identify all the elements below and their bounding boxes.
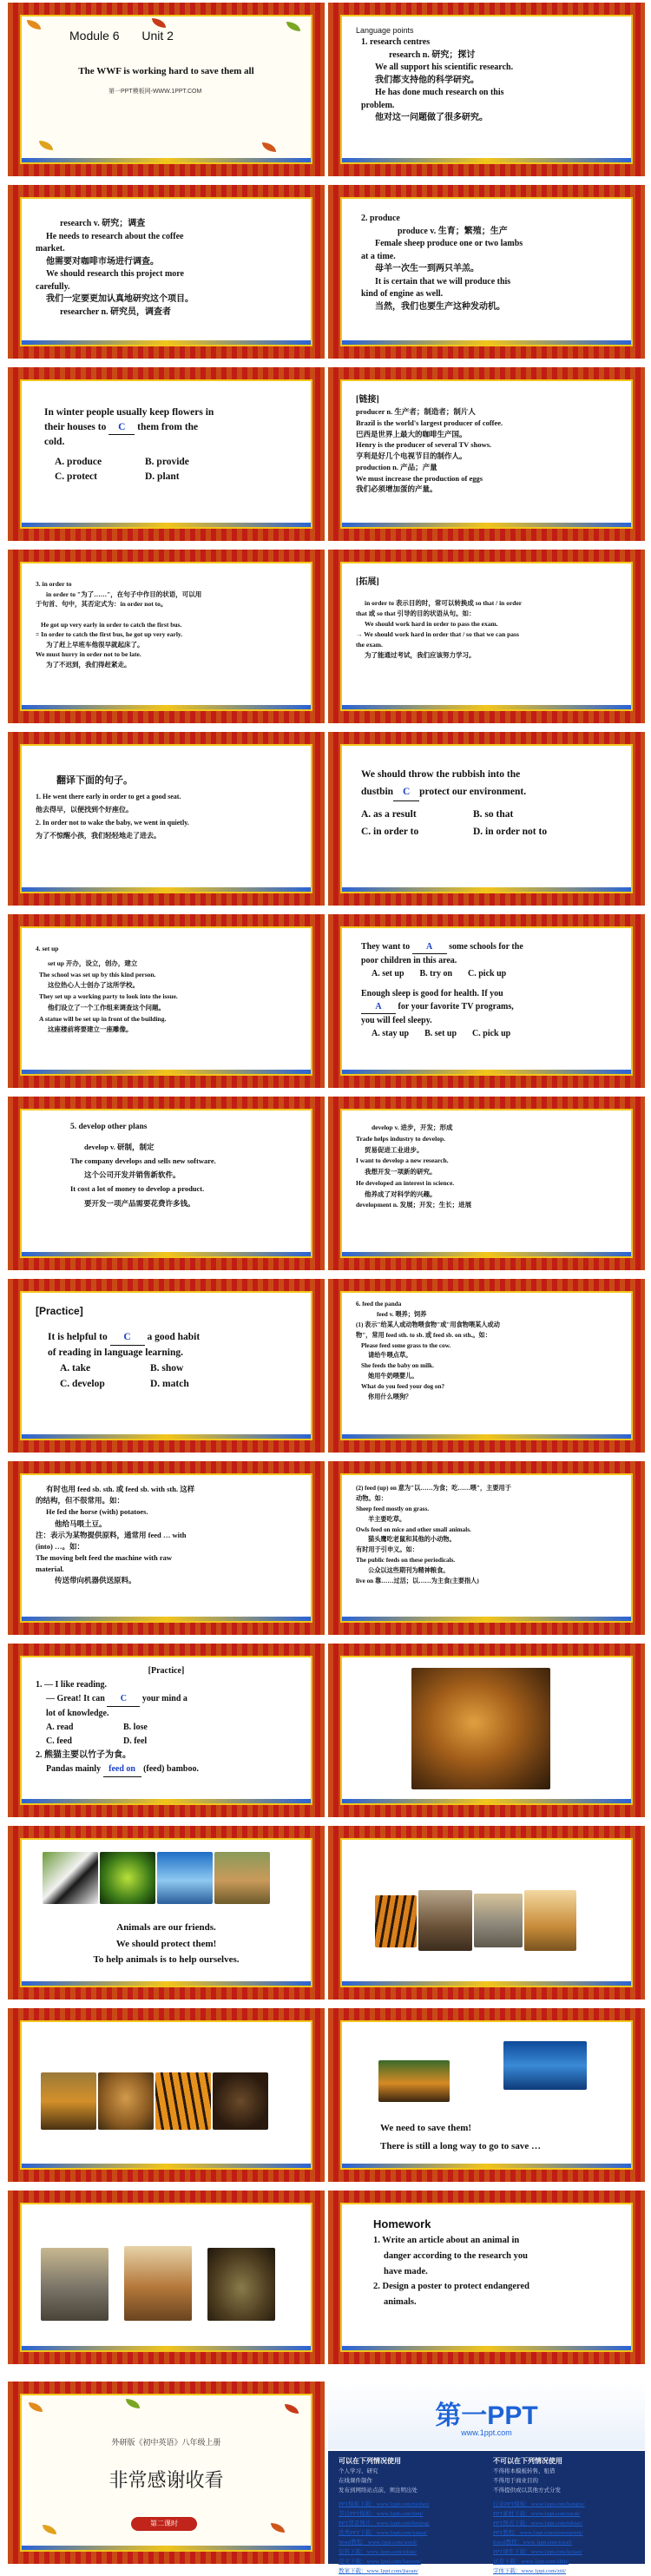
- text-line: producer n. 生产者；制造者；制片人: [356, 407, 476, 416]
- text-line: 2. In order not to wake the baby, we went in quietly.: [36, 819, 189, 827]
- answer-blank[interactable]: C: [393, 784, 419, 802]
- text-line: develop v. 进步，开发；形成: [372, 1123, 453, 1131]
- answer-blank[interactable]: A: [412, 940, 447, 954]
- slide-lion-photo[interactable]: [328, 1644, 645, 1817]
- unit-label: Unit 2: [141, 29, 174, 43]
- option-d[interactable]: D. feel: [123, 1736, 148, 1746]
- text-line: We must hurry in order not to be late.: [36, 650, 141, 659]
- color-strip: [22, 158, 311, 162]
- text-line: develop v. 研制，制定: [84, 1143, 155, 1152]
- question-text: 1. — I like reading.: [36, 1680, 108, 1690]
- leaf-icon: [39, 141, 53, 150]
- text-line: feed v. 喂养；饲养: [377, 1310, 427, 1318]
- ppt-logo[interactable]: 第一PPT: [435, 2401, 538, 2430]
- leaf-icon: [271, 2523, 285, 2533]
- options-list: [361, 967, 617, 980]
- option-c[interactable]: C. protect: [55, 471, 97, 482]
- text-line: He fed the horse (with) potatoes.: [46, 1507, 148, 1517]
- text-line: Brazil is the world's largest producer of coffee.: [356, 418, 503, 427]
- option-b[interactable]: B. set up: [424, 1029, 457, 1038]
- text-line: We must increase the production of eggs: [356, 473, 483, 483]
- elephant-photo: [474, 1894, 523, 1947]
- slide-practice-develop[interactable]: [8, 1279, 325, 1453]
- template-link[interactable]: PPT模板下载：www.1ppt.com/moban/: [339, 2501, 430, 2507]
- text-line: He needs to research about the coffee: [46, 231, 184, 241]
- option-c[interactable]: C. in order to: [361, 826, 419, 837]
- slide-develop-plans[interactable]: [8, 1097, 325, 1270]
- slide-set-up[interactable]: [8, 914, 325, 1088]
- lesson-badge: 第二课时: [131, 2517, 197, 2531]
- text-line: 于句首、句中，其否定式为：in order not to。: [36, 600, 168, 609]
- slide-translate[interactable]: [8, 732, 325, 906]
- text-line: 我们都支持他的科学研究。: [375, 75, 479, 85]
- text-line: 亨利是好几个电视节目的制作人。: [356, 451, 467, 460]
- slide-endangered-photos[interactable]: [8, 2008, 325, 2182]
- option-d[interactable]: D. in order not to: [473, 826, 548, 837]
- text-line: 我们一定要更加认真地研究这个项目。: [46, 294, 194, 304]
- text-line: 这座楼前将要建立一座雕像。: [48, 1025, 133, 1034]
- link-list-left: [339, 2500, 430, 2576]
- template-link[interactable]: 试卷下载：www.1ppt.com/shiti/: [493, 2559, 569, 2566]
- option-b[interactable]: B. provide: [145, 457, 189, 468]
- option-b[interactable]: B. show: [150, 1363, 184, 1374]
- slide-feed-on[interactable]: [328, 1461, 645, 1635]
- text-line: 他去得早，以便找到个好座位。: [36, 806, 133, 814]
- text-line: 动物。如：: [356, 1494, 387, 1502]
- option-a[interactable]: A. stay up: [372, 1029, 410, 1038]
- slide-animals-friends[interactable]: [8, 1826, 325, 2000]
- section-heading: Language points: [356, 26, 414, 35]
- option-c[interactable]: C. feed: [46, 1736, 72, 1746]
- text-line: The company develops and sells new software.: [70, 1156, 216, 1166]
- answer-blank[interactable]: C: [108, 420, 135, 436]
- text-line: 为了赶上早班车他很早就起床了。: [46, 640, 144, 649]
- section-heading: [Practice]: [148, 1666, 185, 1676]
- lions-photo: [98, 2072, 154, 2130]
- homework-item: animals.: [384, 2297, 417, 2308]
- cover-content: [20, 15, 312, 164]
- text-line: 我想开发一项新的研究。: [365, 1168, 437, 1176]
- giraffe-photo: [524, 1890, 576, 1951]
- text-line: in order to 表示目的时，常可以转换成 so that / in order: [365, 599, 523, 607]
- template-link[interactable]: PPT图表下载：www.1ppt.com/tubiao/: [493, 2520, 583, 2527]
- section-heading: Homework: [373, 2217, 431, 2230]
- text-line: 羊主要吃草。: [368, 1515, 406, 1523]
- slide-feed-structures[interactable]: [8, 1461, 325, 1635]
- slide-in-order-to[interactable]: [8, 550, 325, 723]
- question-text: A for your favorite TV programs,: [361, 1000, 617, 1014]
- point-title: 6. feed the panda: [356, 1301, 402, 1308]
- question-text: In winter people usually keep flowers in: [44, 407, 214, 418]
- template-link[interactable]: 字体下载：www.1ppt.com/ziti/: [493, 2568, 567, 2575]
- text-line: 你用什么喂狗？: [368, 1393, 412, 1400]
- homework-item: danger according to the research you: [384, 2250, 528, 2261]
- text-line: 物"，常用 feed sth. to sb. 或 feed sb. on sth.。如：: [356, 1331, 491, 1339]
- option-c[interactable]: C. pick up: [468, 969, 507, 978]
- question-text: cold.: [44, 437, 65, 448]
- antelopes-photo: [124, 2246, 192, 2321]
- template-link[interactable]: PPT课件下载：www.1ppt.com/kejian/: [493, 2549, 582, 2556]
- answer-blank[interactable]: feed on: [103, 1762, 141, 1777]
- answer-blank[interactable]: A: [361, 1000, 396, 1014]
- question-text: — Great! It can C your mind a: [36, 1692, 297, 1707]
- options-list: [361, 1027, 617, 1040]
- template-link[interactable]: 优秀PPT下载：www.1ppt.com/xiazai/: [339, 2530, 428, 2537]
- text-line: set up 开办，设立，创办，建立: [48, 959, 138, 967]
- homework-item: 1. Write an article about an animal in: [373, 2235, 520, 2245]
- disallowed-heading: 不可以在下列情况使用: [493, 2457, 562, 2465]
- module-label: Module 6: [69, 29, 120, 43]
- option-c[interactable]: C. develop: [60, 1379, 105, 1390]
- point-title: 3. in order to: [36, 580, 72, 588]
- question-text: Pandas mainly feed on (feed) bamboo.: [36, 1762, 297, 1777]
- text-line: 有时也用 feed sb. sth. 或 feed sb. with sth. 这样: [46, 1485, 195, 1493]
- ppt-url[interactable]: www.1ppt.com: [461, 2428, 512, 2437]
- text-line: He has done much research on this: [375, 88, 504, 98]
- text-line: research n. 研究；探讨: [389, 49, 476, 60]
- text-line: → We should work hard in order that / so that we can pass: [356, 630, 519, 638]
- turtle-photo: [207, 2248, 275, 2321]
- tiger-closeup-photo: [155, 2072, 211, 2130]
- tigers-photo: [41, 2072, 96, 2130]
- option-c[interactable]: C. pick up: [472, 1029, 511, 1038]
- text-line: We all support his scientific research.: [375, 63, 514, 73]
- template-link[interactable]: 资料下载：www.1ppt.com/ziliao/: [339, 2549, 418, 2556]
- dolphins-photo: [503, 2041, 587, 2090]
- point-title: 1. research centres: [361, 37, 431, 48]
- text-line: [36, 609, 297, 620]
- template-link[interactable]: 节日PPT模板：www.1ppt.com/jieri/: [339, 2511, 424, 2518]
- option-a[interactable]: A. produce: [55, 457, 102, 468]
- question-text: 2. 熊猫主要以竹子为食。: [36, 1750, 131, 1760]
- slide-practice-feed[interactable]: [8, 1644, 325, 1817]
- text-line: 当然，我们也要生产这种发动机。: [375, 301, 505, 312]
- text-line: 她用牛奶喂婴儿。: [368, 1373, 418, 1380]
- leaf-icon: [286, 22, 300, 31]
- text-line: Henry is the producer of several TV shows.: [356, 440, 492, 450]
- text-line: 注：表示为某物提供原料，通常用 feed … with: [36, 1530, 187, 1539]
- text-line: 的结构，但不很常用。如：: [36, 1496, 125, 1505]
- template-link[interactable]: PPT教程：www.1ppt.com/powerpoint/: [493, 2530, 583, 2537]
- text-line: 他们设立了一个工作组来调查这个问题。: [48, 1003, 165, 1011]
- slide-research-verb[interactable]: [8, 185, 325, 359]
- answer-blank[interactable]: C: [110, 1330, 145, 1347]
- slide-more-animals[interactable]: [8, 2191, 325, 2364]
- slide-thanks[interactable]: [8, 2382, 325, 2564]
- disallowed-list: 不得将本模板转售、租借 不得用于商业目的 不得提供或以其他方式分发: [493, 2468, 561, 2494]
- text-line: in order to "为了……"，在句子中作目的状语，可以用: [46, 590, 202, 598]
- text-line: 巴西是世界上最大的咖啡生产国。: [356, 429, 467, 438]
- text-line: problem.: [361, 100, 395, 110]
- text-line: 我们必须增加蛋的产量。: [356, 484, 437, 494]
- text-line: Owls feed on mice and other small animals.: [356, 1525, 471, 1533]
- text-line: 这个公司开发并销售新软件。: [84, 1170, 181, 1180]
- text-line: The moving belt feed the machine with raw: [36, 1553, 173, 1563]
- slide-cover[interactable]: [8, 3, 325, 176]
- text-line: 公众以这些期刊为精神粮食。: [368, 1567, 450, 1574]
- slide-link-producer[interactable]: [328, 367, 645, 541]
- text-line: 他需要对咖啡市场进行调查。: [46, 256, 159, 267]
- lion-photo: [411, 1668, 550, 1789]
- text-line: A statue will be set up in front of the building.: [39, 1014, 167, 1023]
- snake-photo: [100, 1852, 155, 1904]
- text-line: 这位热心人士创办了这所学校。: [48, 981, 139, 990]
- leaf-icon: [29, 2402, 43, 2412]
- text-line: 为了不迟到，我们得赶紧走。: [46, 661, 131, 669]
- section-heading: [拓展]: [356, 577, 379, 587]
- text-line: live on 靠……过活；以……为主食(主要指人): [356, 1577, 479, 1584]
- leaf-icon: [126, 2399, 140, 2408]
- text-line: 传送带向机器供送原料。: [55, 1576, 136, 1585]
- text-line: (2) feed (up) on 意为"以……为食；吃……喂"，主要用于: [356, 1485, 511, 1492]
- text-line: the exam.: [356, 641, 383, 649]
- text-line: researcher n. 研究员，调查者: [60, 306, 172, 317]
- slide-exercise-set-up[interactable]: [328, 914, 645, 1088]
- text-line: material.: [36, 1565, 64, 1574]
- text-line: Please feed some grass to the cow.: [361, 1341, 451, 1349]
- template-link[interactable]: 教案下载：www.1ppt.com/jiaoan/: [339, 2568, 418, 2575]
- cover-watermark: 第一PPT模板网-WWW.1PPT.COM: [108, 89, 202, 95]
- template-link[interactable]: PPT背景图片：www.1ppt.com/beijing/: [339, 2520, 431, 2527]
- option-d[interactable]: D. plant: [145, 471, 180, 482]
- question-text: It is helpful to C a good habit: [36, 1330, 297, 1347]
- antelope-photo: [214, 1852, 270, 1904]
- point-title: 4. set up: [36, 945, 59, 952]
- bear-photo: [213, 2072, 268, 2130]
- text-line: He got up very early in order to catch the first bus.: [41, 620, 182, 629]
- text-line: production n. 产品；产量: [356, 462, 437, 471]
- text-line: Sheep feed mostly on grass.: [356, 1505, 430, 1512]
- option-a[interactable]: A. as a result: [361, 809, 417, 820]
- text-line: that 或 so that 引导的目的状语从句。如：: [356, 609, 476, 617]
- animals-message: Animals are our friends. We should protect them! To help animals is to help ourselves.: [93, 1922, 240, 1966]
- text-line: 要开发一项产品需要花费许多钱。: [84, 1198, 195, 1208]
- text-line: She feeds the baby on milk.: [361, 1362, 434, 1370]
- option-b[interactable]: B. try on: [419, 969, 453, 978]
- section-heading: [链接]: [356, 395, 379, 405]
- link-list-right: [493, 2500, 585, 2576]
- slide-develop-more[interactable]: [328, 1097, 645, 1270]
- text-line: carefully.: [36, 281, 70, 292]
- text-line: kind of engine as well.: [361, 289, 444, 299]
- question-text: you will feel sleepy.: [361, 1016, 432, 1025]
- promo-panel[interactable]: [328, 2382, 645, 2575]
- options-list: [361, 807, 569, 840]
- text-line: 母羊一次生一到两只羊羔。: [375, 264, 479, 273]
- leaf-icon: [262, 142, 276, 152]
- tiger-photo: [375, 1895, 417, 1947]
- text-line: 他养成了对科学的兴趣。: [365, 1189, 437, 1198]
- text-line: 贸易促进工业进步。: [365, 1145, 424, 1154]
- text-line: (into) …。如：: [36, 1541, 84, 1551]
- text-line: 请给牛喂点草。: [368, 1352, 412, 1360]
- question-text: of reading in language learning.: [48, 1347, 184, 1359]
- text-line: = In order to catch the first bus, he got up very early.: [36, 630, 183, 639]
- bears-photo: [418, 1890, 472, 1951]
- text-line: (1) 表示"给某人或动物喂食物"或"用食物喂某人或动: [356, 1321, 500, 1328]
- option-d[interactable]: D. match: [150, 1379, 189, 1390]
- point-title: 5. develop other plans: [70, 1123, 148, 1131]
- text-line: development n. 发展；开发；生长；进展: [356, 1201, 472, 1209]
- slide-expand-so-that[interactable]: [328, 550, 645, 723]
- slide-produce[interactable]: [328, 185, 645, 359]
- text-line: The public feeds on these periodicals.: [356, 1557, 456, 1565]
- allowed-heading: 可以在下列情况使用: [339, 2457, 401, 2465]
- text-line: 1. He went there early in order to get a good seat.: [36, 792, 181, 800]
- text-line: 猫头鹰吃老鼠和其他的小动物。: [368, 1536, 456, 1544]
- text-line: 为了能通过考试，我们应该努力学习。: [365, 651, 476, 659]
- cover-title: The WWF is working hard to save them all: [78, 66, 254, 76]
- thanks-title: 非常感谢收看: [108, 2469, 224, 2491]
- answer-blank[interactable]: C: [107, 1692, 140, 1707]
- template-link[interactable]: 范文下载：www.1ppt.com/fanwen/: [339, 2559, 421, 2566]
- text-line: It is certain that we will produce this: [375, 276, 511, 287]
- question-text: Enough sleep is good for health. If you: [361, 989, 503, 998]
- question-text: They want to A some schools for the: [361, 940, 617, 954]
- homework-item: 2. Design a poster to protect endangered: [373, 2282, 529, 2292]
- text-line: He developed an interest in science.: [356, 1178, 455, 1187]
- section-heading: [Practice]: [36, 1305, 83, 1317]
- text-line: 为了不惊醒小孩，我们轻轻地走了进去。: [36, 832, 161, 840]
- options-list: [44, 455, 220, 484]
- slide-language-points[interactable]: [328, 3, 645, 176]
- thanks-subtitle: 外研版《初中英语》八年级上册: [111, 2438, 221, 2447]
- leaf-icon: [27, 20, 41, 30]
- template-link[interactable]: Excel教程：www.1ppt.com/excel/: [493, 2540, 573, 2546]
- section-heading: 翻译下面的句子。: [56, 775, 133, 786]
- dolphin-photo: [157, 1852, 213, 1904]
- option-a[interactable]: A. take: [60, 1363, 91, 1374]
- slide-wildlife-photos[interactable]: [328, 1826, 645, 2000]
- slide-exercise-in-order-to[interactable]: [328, 732, 645, 906]
- slide-feed-the-panda[interactable]: [328, 1279, 645, 1453]
- question-text: their houses to C them from the: [44, 420, 297, 436]
- elephants-photo: [41, 2248, 108, 2321]
- question-text: We should throw the rubbish into the: [361, 769, 521, 780]
- option-b[interactable]: B. so that: [473, 809, 514, 820]
- template-link[interactable]: 行业PPT模板：www.1ppt.com/hangye/: [493, 2501, 585, 2507]
- panda-photo: [43, 1852, 98, 1904]
- allowed-list: 个人学习、研究 在线课件制作 发布到网络站点前，须注明出处: [339, 2468, 418, 2494]
- slide-save-them[interactable]: [328, 2008, 645, 2182]
- text-line: 他对这一问题做了很多研究。: [375, 113, 488, 123]
- slide-homework[interactable]: [328, 2191, 645, 2364]
- text-line: market.: [36, 244, 65, 254]
- option-a[interactable]: A. set up: [372, 969, 404, 978]
- leaf-icon: [285, 2404, 299, 2414]
- text-line: I want to develop a new research.: [356, 1156, 449, 1165]
- text-line: What do you feed your dog on?: [361, 1383, 445, 1390]
- point-title: 2. produce: [361, 214, 400, 223]
- text-line: It cost a lot of money to develop a product.: [70, 1184, 205, 1194]
- text-line: 有时用于引申义。如：: [356, 1546, 418, 1554]
- text-line: We should research this project more: [46, 269, 184, 279]
- option-a[interactable]: A. read: [46, 1723, 74, 1732]
- text-line: Female sheep produce one or two lambs: [375, 239, 523, 248]
- tiger-photo: [378, 2060, 450, 2102]
- options-list: [36, 1721, 185, 1749]
- option-b[interactable]: B. lose: [123, 1723, 148, 1732]
- text-line: They set up a working party to look into the issue.: [39, 992, 178, 1000]
- save-message: We need to save them! There is still a long way to go to save …: [380, 2123, 541, 2151]
- template-link[interactable]: PPT素材下载：www.1ppt.com/sucai/: [493, 2511, 581, 2518]
- text-line: at a time.: [361, 251, 396, 261]
- options-list: [36, 1361, 225, 1393]
- template-link[interactable]: Word教程：www.1ppt.com/word/: [339, 2540, 418, 2546]
- slide-exercise-protect[interactable]: [8, 367, 325, 541]
- text-line: 他给马喂土豆。: [55, 1519, 107, 1528]
- text-line: produce v. 生育；繁殖；生产: [398, 226, 508, 236]
- question-text: dustbin C protect our environment.: [361, 784, 617, 802]
- text-line: research v. 研究；调查: [60, 219, 146, 228]
- text-line: The school was set up by this kind person.: [39, 970, 156, 978]
- text-line: We should work hard in order to pass the exam.: [365, 620, 498, 628]
- homework-item: have made.: [384, 2266, 428, 2276]
- question-text: poor children in this area.: [361, 956, 457, 965]
- question-text: lot of knowledge.: [46, 1709, 109, 1718]
- text-line: Trade helps industry to develop.: [356, 1134, 445, 1143]
- leaf-icon: [43, 2525, 56, 2534]
